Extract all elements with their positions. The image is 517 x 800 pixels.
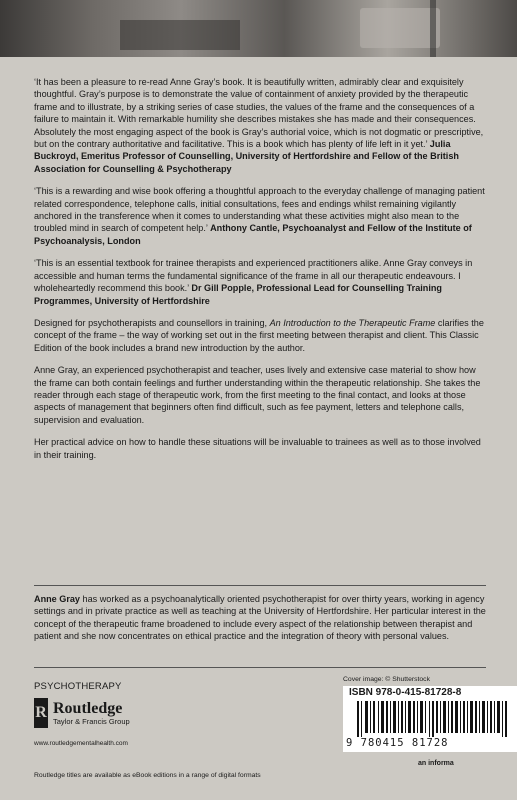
author-name: Anne Gray	[34, 594, 80, 604]
divider-top	[34, 585, 486, 586]
photo-edge	[430, 0, 436, 57]
review-attribution: Dr Gill Popple, Professional Lead for Counselling Training Programmes, University of Hertfordshire	[34, 283, 442, 306]
barcode-number: 9 780415 81728	[346, 737, 449, 749]
ebook-notice: Routledge titles are available as eBook editions in a range of digital formats	[34, 772, 261, 779]
isbn-label: ISBN 978-0-415-81728-8	[349, 687, 462, 698]
review-text: ‘This is a rewarding and wise book offering a thoughtful approach to the everyday challenge of managing patient related correspondence, telephone calls, initial consultations, fees and endings whilst remaining vigilantly anchored in the transference when it comes to understanding what these activities might also mean to the troubled mind in search of competent help.’	[34, 186, 485, 234]
review-text: ‘This is an essential textbook for trainee therapists and experienced practitioners alike. Anne Gray conveys in accessible and human terms the fundamental significance of the frame in all our therapeutic endeavours. I wholeheartedly recommend this book.’	[34, 258, 473, 294]
barcode-icon	[357, 701, 515, 737]
publisher-website: www.routledgementalhealth.com	[34, 740, 128, 747]
photo-highlight	[360, 8, 440, 48]
description-paragraph-2: Anne Gray, an experienced psychotherapist and teacher, uses lively and extensive case material to show how the frame can both contain feelings and further understanding within the therapeutic relationship. She takes the reader through each stage of therapeutic work, from the first meeting to the final contact, and looks at those aspects of management that beginners often find difficult, such as fee payment, letters and telephone calls, supervision and evaluation.	[34, 365, 481, 425]
review-3	[34, 257, 486, 307]
subject-category: PSYCHOTHERAPY	[34, 681, 122, 692]
photo-shadow	[120, 20, 240, 50]
cover-photo	[0, 0, 517, 57]
publisher-group: Taylor & Francis Group	[53, 716, 130, 726]
informa-label: an informa	[418, 760, 454, 767]
divider-bottom	[34, 667, 486, 668]
description-paragraph-1	[34, 317, 486, 354]
publisher-name: Routledge	[53, 699, 123, 717]
description-text: Designed for psychotherapists and counsellors in training,	[34, 317, 270, 328]
review-attribution: Julia Buckroyd, Emeritus Professor of Counselling, University of Hertfordshire and Fellow of the British Association for Counselling & Psychotherapy	[34, 139, 459, 174]
description-paragraph-3: Her practical advice on how to handle these situations will be invaluable to trainees as well as to those involved in their training.	[34, 437, 481, 460]
review-2	[34, 185, 486, 247]
barcode-panel	[343, 686, 517, 752]
review-text: ‘It has been a pleasure to re-read Anne Gray’s book. It is beautifully written, admirably clear and exquisitely thoughtful. Gray’s purpose is to demonstrate the value of containment of anxiety provided by the therapeutic frame and to illustrate, by a striking series of case studies, the values of the frame and the consequences of a failure to maintain it. With remarkable humility she describes mistakes she has made and their consequences. Absolutely the most engaging aspect of the book is Gray’s authorial voice, which is not dogmatic or prescriptive, but on the contrary authoritative and facilitative. This is a book which has plenty of life left in it yet.’	[34, 77, 484, 150]
publisher-logo	[34, 698, 130, 728]
book-title-italic: An Introduction to the Therapeutic Frame	[269, 317, 436, 328]
author-bio-text: has worked as a psychoanalytically oriented psychotherapist for over thirty years, working in agency settings and in private practice as well as teaching at the University of Hertfordshire. Her particular interest in the concept of the therapeutic frame broadened to include every aspect of the relationship between therapist and patient and she now concentrates on ethical practice and the integration of theory with personal values.	[34, 594, 486, 642]
back-cover-text	[34, 76, 486, 471]
review-1	[34, 76, 486, 175]
book-description	[34, 317, 486, 461]
cover-credit: Cover image: © Shutterstock	[343, 676, 430, 683]
routledge-logo-icon: R	[34, 698, 48, 728]
description-text: clarifies the concept of the frame – the way of working set out in the first meeting between therapist and client. This Classic Edition of the book includes a brand new introduction by the author.	[34, 317, 484, 353]
review-attribution: Anthony Cantle, Psychoanalyst and Fellow of the Institute of Psychoanalysis, London	[34, 223, 472, 246]
author-bio	[34, 593, 486, 643]
